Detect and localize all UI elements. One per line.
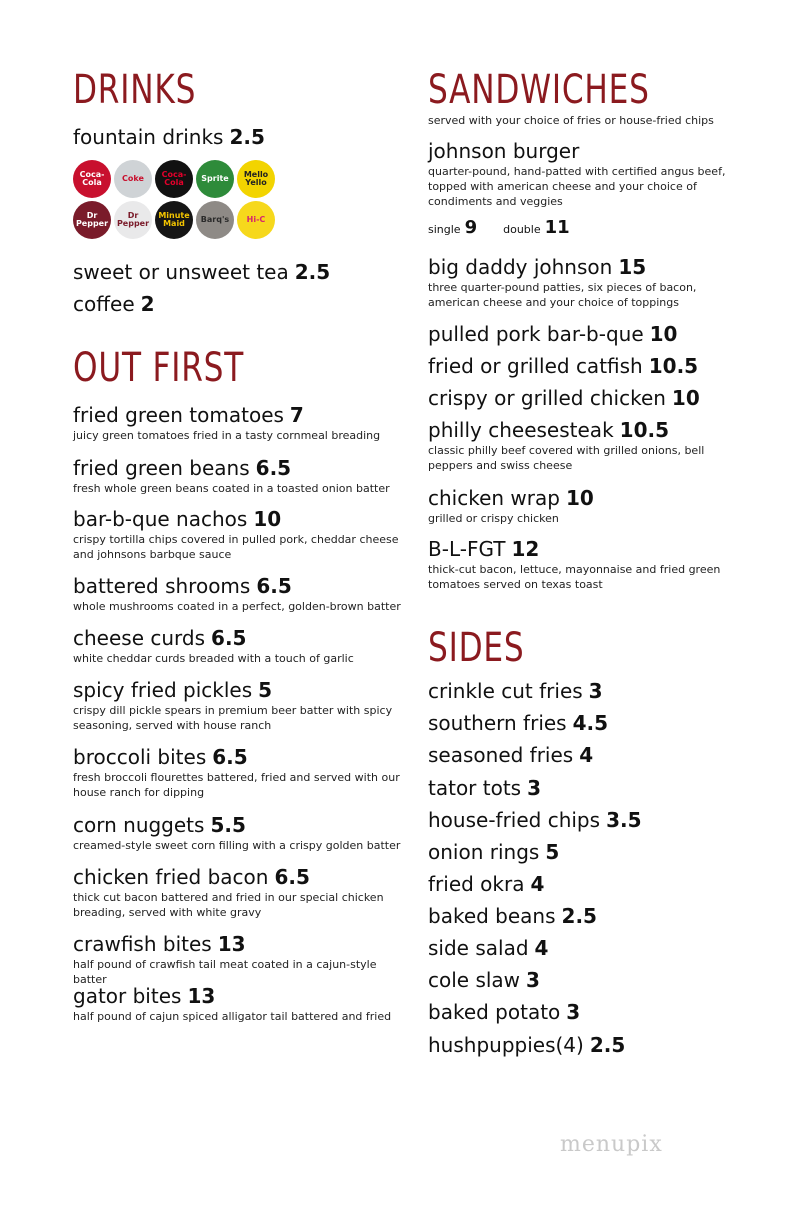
- menu-item: [428, 840, 728, 864]
- item-price: 13: [217, 932, 246, 956]
- menu-item: [73, 574, 403, 614]
- menu-item: [428, 808, 728, 832]
- item-name: fried or grilled catfish: [428, 354, 643, 378]
- diet-dr-pepper-icon: Dr Pepper: [114, 201, 152, 239]
- single-price: 9: [464, 217, 478, 238]
- item-price: 13: [187, 984, 216, 1008]
- menu-item: [428, 776, 728, 800]
- item-name: hushpuppies(4): [428, 1033, 584, 1057]
- double-label: double: [503, 223, 541, 236]
- item-name: onion rings: [428, 840, 540, 864]
- item-name: seasoned fries: [428, 743, 574, 767]
- menu-item: [73, 865, 403, 920]
- menu-item: [428, 904, 728, 928]
- item-description: white cheddar curds breaded with a touch of garlic: [73, 652, 354, 665]
- menu-item: [428, 872, 728, 896]
- item-name: spicy fried pickles: [73, 678, 253, 702]
- item-name: fried green beans: [73, 456, 250, 480]
- item-price: 2.5: [229, 125, 265, 149]
- menu-item: [428, 354, 728, 378]
- item-name: baked potato: [428, 1000, 561, 1024]
- item-description: grilled or crispy chicken: [428, 512, 559, 525]
- item-price: 6.5: [211, 626, 247, 650]
- item-name: baked beans: [428, 904, 556, 928]
- item-name: coffee: [73, 292, 135, 316]
- menu-item: [428, 537, 728, 592]
- menu-item: [73, 678, 403, 733]
- item-description: half pound of cajun spiced alligator tail battered and fried: [73, 1010, 392, 1023]
- item-name: tator tots: [428, 776, 522, 800]
- item-description: crispy tortilla chips covered in pulled pork, cheddar cheese and johnsons barbque sauce: [73, 533, 399, 561]
- item-description: creamed-style sweet corn filling with a crispy golden batter: [73, 839, 401, 852]
- item-description: juicy green tomatoes fried in a tasty cornmeal breading: [73, 429, 381, 442]
- menu-item: [73, 813, 403, 853]
- item-price: 6.5: [274, 865, 310, 889]
- menu-item-tea: [73, 260, 330, 284]
- menu-item: [428, 968, 728, 992]
- menu-item: [428, 386, 728, 410]
- item-price: 3: [527, 776, 542, 800]
- menu-item: [428, 679, 728, 703]
- item-name: fountain drinks: [73, 125, 224, 149]
- item-name: southern fries: [428, 711, 567, 735]
- item-price: 10: [649, 322, 678, 346]
- double-price: 11: [544, 217, 570, 238]
- item-name: house-fried chips: [428, 808, 601, 832]
- sandwiches-title: SANDWICHES: [428, 67, 650, 113]
- item-price: 15: [618, 255, 647, 279]
- item-name: bar-b-que nachos: [73, 507, 248, 531]
- item-price: 10.5: [648, 354, 699, 378]
- item-description: half pound of crawfish tail meat coated in a cajun-style batter: [73, 958, 377, 986]
- item-name: sweet or unsweet tea: [73, 260, 289, 284]
- item-name: chicken wrap: [428, 486, 560, 510]
- item-name: big daddy johnson: [428, 255, 613, 279]
- item-description: thick cut bacon battered and fried in our special chicken breading, served with white gravy: [73, 891, 384, 919]
- item-name: fried green tomatoes: [73, 403, 284, 427]
- item-name: broccoli bites: [73, 745, 207, 769]
- item-price: 4.5: [572, 711, 609, 735]
- menu-item-fountain-drinks: [73, 125, 265, 149]
- menu-item: [428, 1033, 728, 1057]
- item-price: 5.5: [210, 813, 246, 837]
- coca-cola-icon: Coca-Cola: [73, 160, 111, 198]
- coke-zero-icon: Coca-Cola: [155, 160, 193, 198]
- item-name: battered shrooms: [73, 574, 251, 598]
- menu-item-johnson-burger: [428, 139, 728, 209]
- barqs-icon: Barq's: [196, 201, 234, 239]
- menu-item: [73, 932, 403, 987]
- item-price: 5: [545, 840, 560, 864]
- menu-item: [73, 403, 403, 443]
- item-name: johnson burger: [428, 139, 580, 163]
- item-price: 5: [258, 678, 273, 702]
- item-name: fried okra: [428, 872, 525, 896]
- minute-maid-icon: Minute Maid: [155, 201, 193, 239]
- out-first-title: OUT FIRST: [73, 345, 245, 391]
- item-description: fresh broccoli flourettes battered, fried and served with our house ranch for dipping: [73, 771, 400, 799]
- item-name: B-L-FGT: [428, 537, 506, 561]
- item-name: philly cheesesteak: [428, 418, 614, 442]
- menu-item: [428, 418, 728, 473]
- item-description: quarter-pound, hand-patted with certified angus beef, topped with american cheese and your choice of condiments and veggies: [428, 165, 726, 208]
- item-price: 10: [565, 486, 594, 510]
- item-price: 4: [579, 743, 594, 767]
- menu-item: [73, 745, 403, 800]
- drinks-title: DRINKS: [73, 67, 197, 113]
- menu-item: [73, 456, 403, 496]
- item-name: chicken fried bacon: [73, 865, 269, 889]
- mello-yello-icon: Mello Yello: [237, 160, 275, 198]
- item-price: 3.5: [606, 808, 642, 832]
- item-name: corn nuggets: [73, 813, 205, 837]
- item-price: 6.5: [256, 574, 292, 598]
- hi-c-icon: Hi-C: [237, 201, 275, 239]
- item-name: cole slaw: [428, 968, 521, 992]
- sides-title: SIDES: [428, 625, 525, 671]
- item-description: whole mushrooms coated in a perfect, golden-brown batter: [73, 600, 401, 613]
- item-price: 6.5: [255, 456, 292, 480]
- menupix-watermark: menupix: [560, 1132, 663, 1157]
- menu-item: [73, 984, 403, 1024]
- menu-item: [73, 626, 403, 666]
- sandwiches-subtitle: served with your choice of fries or house-fried chips: [428, 114, 714, 127]
- menu-item: [428, 486, 728, 526]
- item-description: classic philly beef covered with grilled onions, bell peppers and swiss cheese: [428, 444, 705, 472]
- menu-item: [428, 711, 728, 735]
- menu-item-coffee: [73, 292, 155, 316]
- menu-item: [428, 255, 728, 310]
- item-description: fresh whole green beans coated in a toasted onion batter: [73, 482, 390, 495]
- menu-item: [428, 743, 728, 767]
- item-name: crispy or grilled chicken: [428, 386, 666, 410]
- menu-item: [73, 507, 403, 562]
- item-price: 6.5: [212, 745, 248, 769]
- item-price: 2: [140, 292, 155, 316]
- item-price: 2.5: [294, 260, 331, 284]
- item-price: 4: [534, 936, 549, 960]
- item-price: 4: [530, 872, 545, 896]
- burger-sizes: [428, 217, 570, 238]
- single-label: single: [428, 223, 461, 236]
- menu-item: [428, 1000, 728, 1024]
- soda-logos: [73, 160, 288, 242]
- item-name: gator bites: [73, 984, 182, 1008]
- item-price: 12: [511, 537, 540, 561]
- item-price: 10.5: [619, 418, 670, 442]
- item-name: crinkle cut fries: [428, 679, 583, 703]
- item-price: 2.5: [561, 904, 597, 928]
- item-price: 10: [671, 386, 700, 410]
- dr-pepper-icon: Dr Pepper: [73, 201, 111, 239]
- item-price: 2.5: [589, 1033, 626, 1057]
- item-price: 7: [289, 403, 304, 427]
- coke-icon: Coke: [114, 160, 152, 198]
- item-name: crawfish bites: [73, 932, 212, 956]
- item-price: 3: [526, 968, 540, 992]
- item-price: 3: [588, 679, 603, 703]
- sprite-icon: Sprite: [196, 160, 234, 198]
- item-price: 3: [566, 1000, 581, 1024]
- item-price: 10: [253, 507, 282, 531]
- item-description: thick-cut bacon, lettuce, mayonnaise and fried green tomatoes served on texas toast: [428, 563, 721, 591]
- item-name: pulled pork bar-b-que: [428, 322, 644, 346]
- menu-item: [428, 936, 728, 960]
- item-name: cheese curds: [73, 626, 206, 650]
- item-name: side salad: [428, 936, 529, 960]
- item-description: crispy dill pickle spears in premium beer batter with spicy seasoning, served with house ranch: [73, 704, 393, 732]
- item-description: three quarter-pound patties, six pieces of bacon, american cheese and your choice of toppings: [428, 281, 697, 309]
- menu-item: [428, 322, 728, 346]
